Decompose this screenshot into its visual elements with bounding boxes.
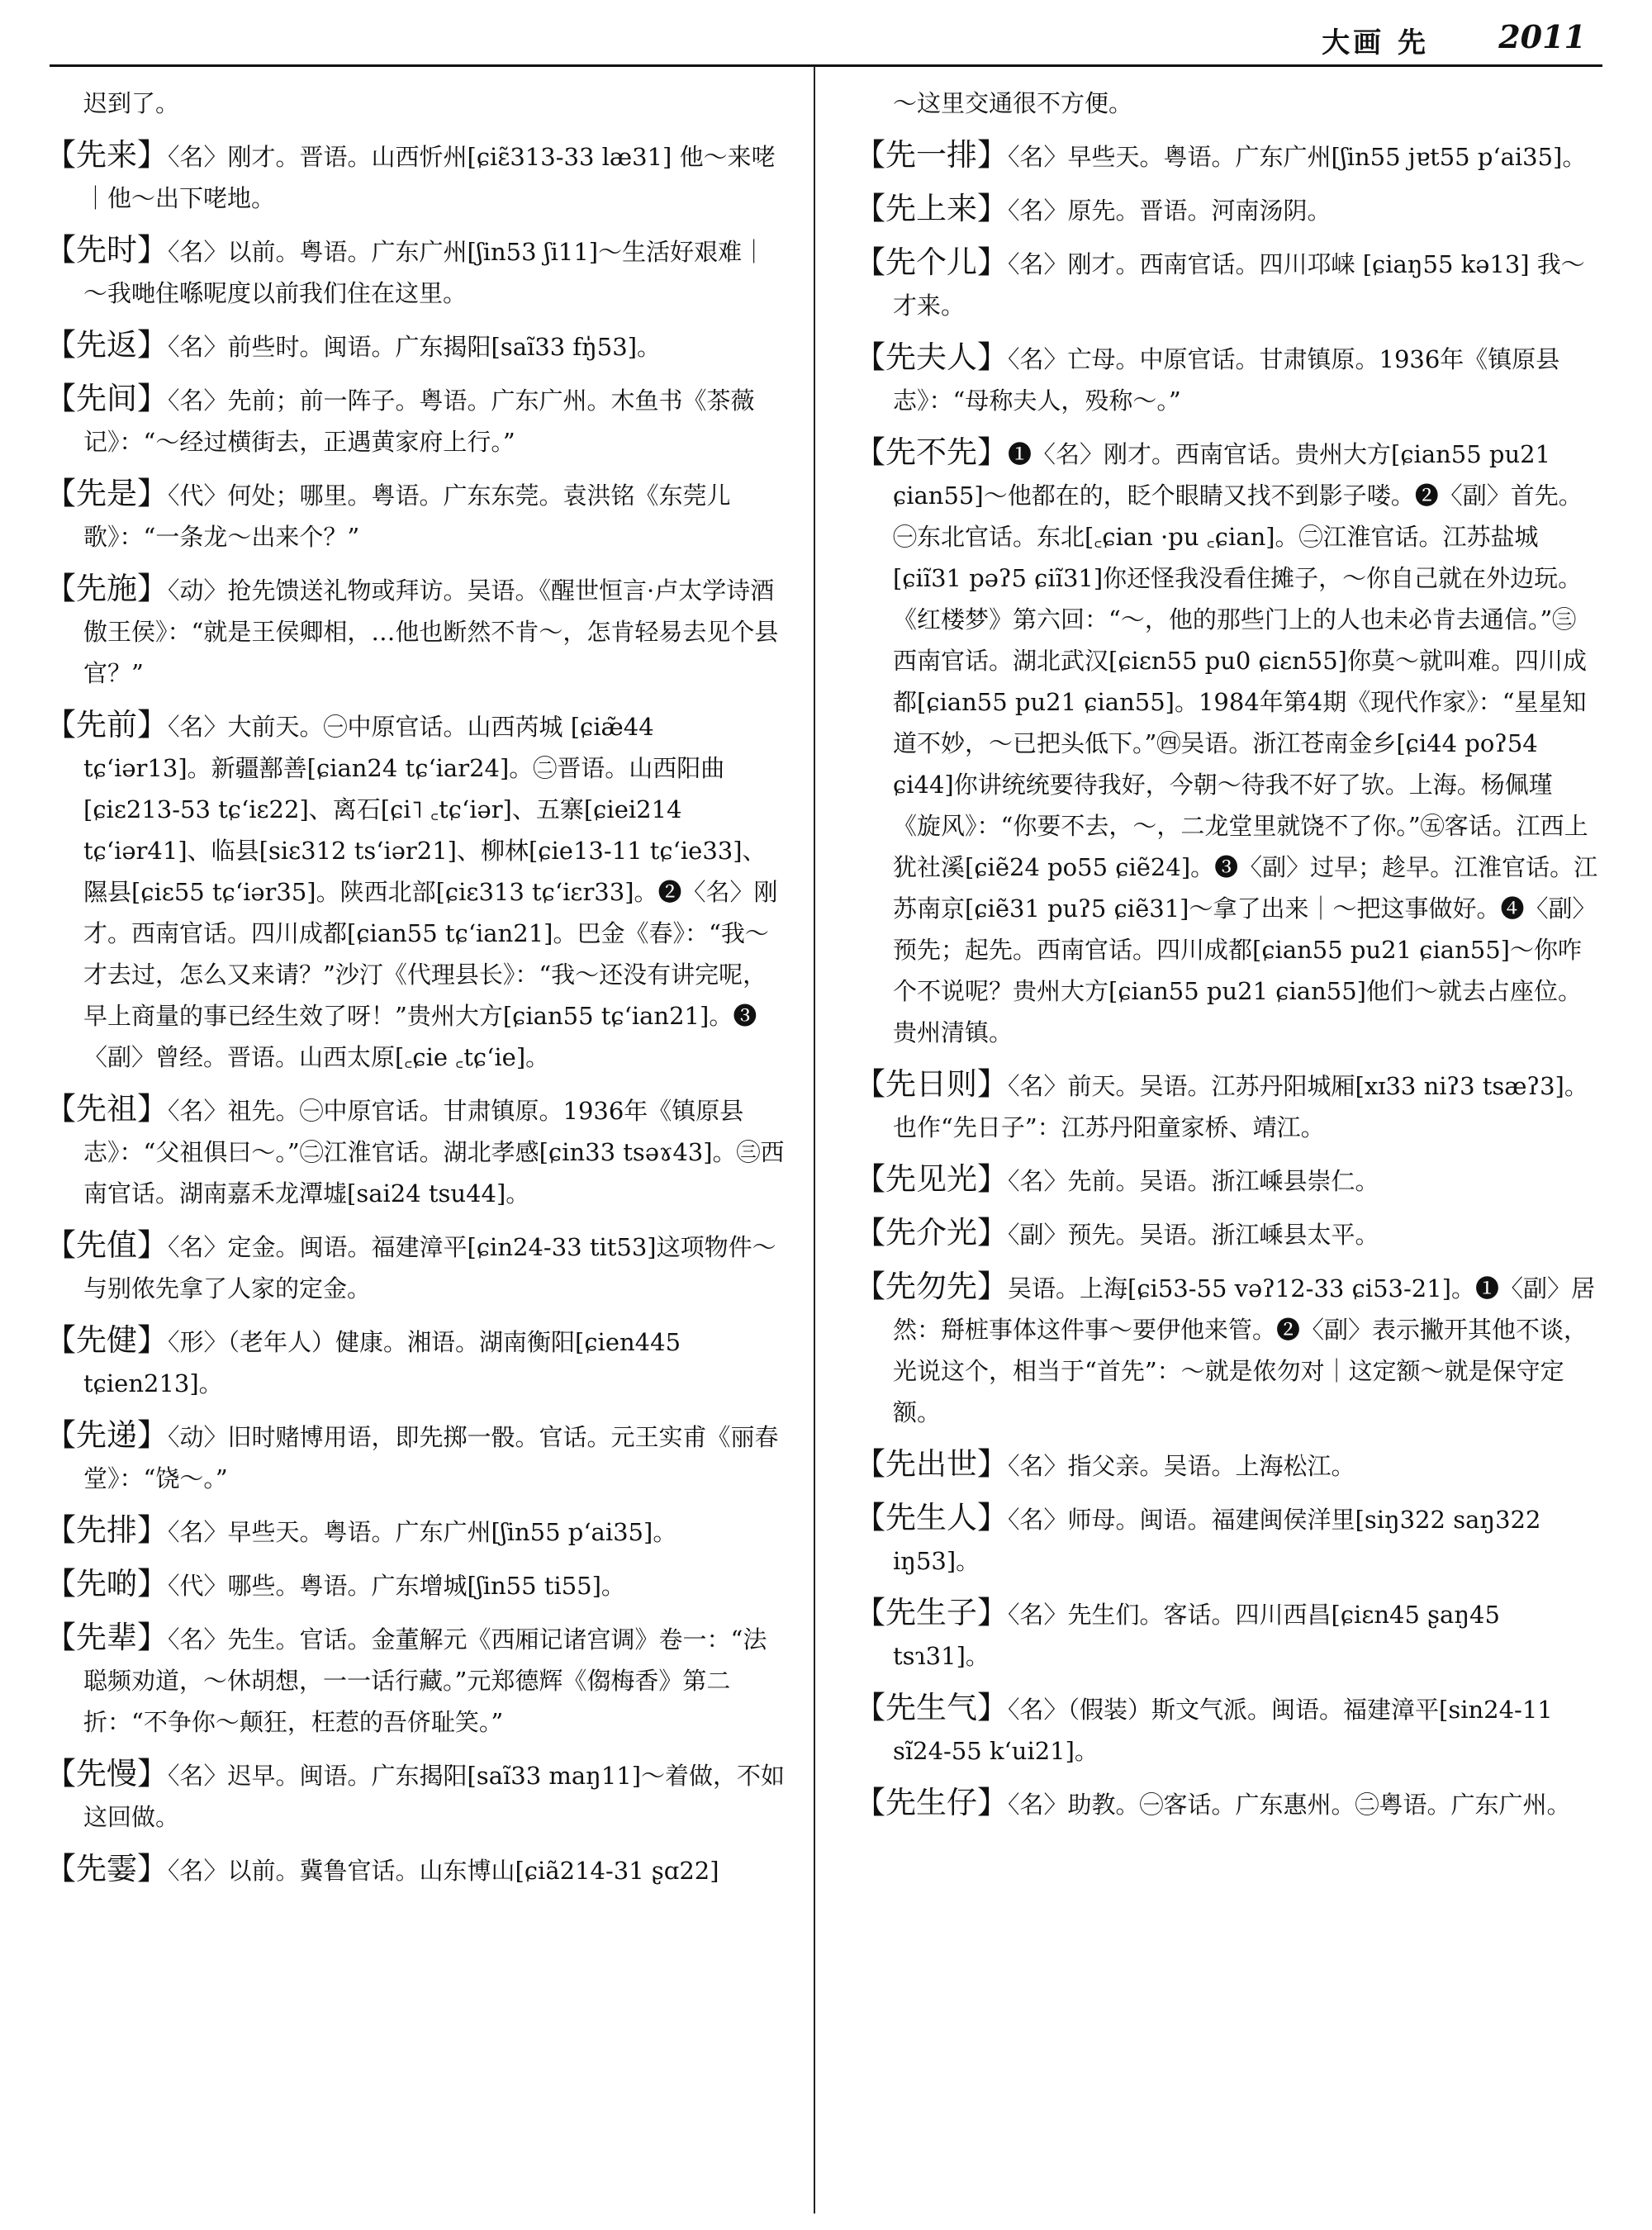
entry-definition: 〈名〉助教。㊀客话。广东惠州。㊁粤语。广东广州。	[1008, 1791, 1571, 1819]
entry-headword: 【先夫人】	[855, 339, 1008, 375]
dictionary-entry	[855, 83, 1598, 124]
entry-headword: 【先来】	[45, 137, 168, 173]
entry-headword: 【先生子】	[855, 1595, 1008, 1630]
entry-definition: 〈名〉先前；前一阵子。粤语。广东广州。木鱼书《茶薇记》：“～经过横街去，正遇黄家府上行。”	[83, 387, 755, 456]
dictionary-entry	[855, 1212, 1598, 1255]
entry-headword: 【先介光】	[855, 1215, 1008, 1250]
dictionary-entry	[45, 1415, 789, 1499]
entry-headword: 【先施】	[45, 571, 168, 606]
entry-definition: 〈名〉以前。冀鲁官话。山东博山[ɕiã214-31 ʂɑ22]	[168, 1857, 719, 1885]
header-section-title: 大画 先	[1322, 26, 1429, 59]
entry-headword: 【先间】	[45, 381, 168, 416]
entry-headword: 【先见光】	[855, 1161, 1008, 1197]
entry-headword: 【先健】	[45, 1322, 168, 1358]
dictionary-entry	[855, 1266, 1598, 1433]
column-divider	[814, 66, 815, 2213]
dictionary-entry	[45, 378, 789, 463]
entry-definition: ❶〈名〉刚才。西南官话。贵州大方[ɕian55 pu21 ɕian55]～他都在的，眨个眼睛又找不到影子喽。❷〈副〉首先。㊀东北官话。东北[꜀ɕian ·pu ꜀ɕian]。㊁江淮官话。江苏盐城[ɕiĩ31 pəʔ5 ɕiĩ31]你还怪我没看住摊子，～你自己就在外边玩。《红楼梦》第六回：“～，他的那些门上的人也未必肯去通信。”㊂西南官话。湖北武汉[ɕiɛn55 pu0 ɕiɛn55]你莫～就叫难。四川成都[ɕian55 pu21 ɕian55]。1984年第4期《现代作家》：“星星知道不妙，～已把头低下。”㊃吴语。浙江苍南金乡[ɕi44 poʔ54 ɕi44]你讲统统要待我好，今朝～待我不好了欤。上海。杨佩瑾《旋风》：“你要不去，～，二龙堂里就饶不了你。”㊄客话。江西上犹社溪[ɕiẽ24 po55 ɕiẽ24]。❸〈副〉过早；趁早。江淮官话。江苏南京[ɕiẽ31 puʔ5 ɕiẽ31]～拿了出来｜～把这事做好。❹〈副〉预先；起先。西南官话。四川成都[ɕian55 pu21 ɕian55]～你咋个不说呢？贵州大方[ɕian55 pu21 ɕian55]他们～就去占座位。贵州清镇。	[893, 440, 1598, 1046]
right-column	[855, 83, 1598, 1836]
entry-headword: 【先前】	[45, 707, 168, 743]
entry-headword: 【先慢】	[45, 1756, 168, 1791]
entry-definition: 〈名〉师母。闽语。福建闽侯洋里[siŋ322 saŋ322 iŋ53]。	[893, 1506, 1541, 1575]
entry-definition: 〈动〉抢先馈送礼物或拜访。吴语。《醒世恒言·卢太学诗酒傲王侯》：“就是王侯卿相，…他也断然不肯～，怎肯轻易去见个县官？”	[83, 576, 779, 687]
dictionary-entry	[855, 242, 1598, 326]
entry-definition: 〈名〉大前天。㊀中原官话。山西芮城 [ɕiæ̃44 tɕ‘iər13]。新疆鄯善[ɕian24 tɕ‘iar24]。㊁晋语。山西阳曲[ɕiɛ213-53 tɕ‘iɛ22]、离石[ɕi˥ ꜀tɕ‘iər]、五寨[ɕiei214 tɕ‘iər41]、临县[siɛ312 ts‘iər21]、柳林[ɕie13-11 tɕ‘ie33]、隰县[ɕiɛ55 tɕ‘iər35]。陕西北部[ɕiɛ313 tɕ‘iɛr33]。❷〈名〉刚才。西南官话。四川成都[ɕian55 tɕ‘ian21]。巴金《春》：“我～才去过，怎么又来请？”沙汀《代理县长》：“我～还没有讲完呢，早上商量的事已经生效了呀！”贵州大方[ɕian55 tɕ‘ian21]。❸〈副〉曾经。晋语。山西太原[꜀ɕie ꜀tɕ‘ie]。	[83, 713, 778, 1071]
entry-headword: 【先日则】	[855, 1066, 1008, 1102]
entry-definition: 〈名〉（假装）斯文气派。闽语。福建漳平[sin24-11 sĩ24-55 k‘ui21]。	[893, 1696, 1553, 1765]
entry-definition: 〈名〉前些时。闽语。广东揭阳[saĩ33 fŋ̍53]。	[168, 333, 662, 361]
dictionary-entry	[45, 1089, 789, 1214]
dictionary-entry	[45, 473, 789, 558]
dictionary-entry	[45, 325, 789, 368]
entry-headword: 【先值】	[45, 1227, 168, 1263]
entry-definition: ～这里交通很不方便。	[893, 89, 1133, 117]
entry-definition: 〈名〉早些天。粤语。广东广州[ʃin55 jɐt55 p‘ai35]。	[1008, 143, 1587, 171]
entry-definition: 〈名〉迟早。闽语。广东揭阳[saĩ33 maŋ11]～着做，不如这回做。	[83, 1762, 786, 1831]
dictionary-entry	[855, 1687, 1598, 1772]
dictionary-entry	[45, 1510, 789, 1553]
dictionary-entry	[45, 568, 789, 694]
entry-headword: 【先时】	[45, 232, 168, 268]
dictionary-entry	[45, 1848, 789, 1891]
entry-definition: 〈代〉哪些。粤语。广东增城[ʃin55 ti55]。	[168, 1572, 625, 1600]
dictionary-entry	[855, 135, 1598, 178]
dictionary-entry	[855, 432, 1598, 1053]
entry-definition: 〈名〉先生。官话。金董解元《西厢记诸宫调》卷一：“法聪频劝道，～休胡想，一一话行藏。”元郑德辉《㑳梅香》第二折：“不争你～颠狂，枉惹的吾侪耻笑。”	[83, 1625, 767, 1736]
dictionary-entry	[45, 230, 789, 314]
dictionary-entry	[855, 1782, 1598, 1825]
entry-definition: 〈动〉旧时赌博用语，即先掷一骰。官话。元王实甫《丽春堂》：“饶～。”	[83, 1423, 779, 1492]
dictionary-entry	[45, 1563, 789, 1606]
dictionary-entry	[855, 188, 1598, 231]
entry-definition: 〈代〉何处；哪里。粤语。广东东莞。袁洪铭《东莞儿歌》：“一条龙～出来个？”	[83, 482, 731, 551]
entry-definition: 〈名〉刚才。晋语。山西忻州[ɕiɛ̃313-33 læ31] 他～来咾｜他～出下咾地。	[83, 143, 776, 212]
entry-headword: 【先返】	[45, 327, 168, 363]
entry-definition: 〈形〉（老年人）健康。湘语。湖南衡阳[ɕien445 tɕien213]。	[83, 1328, 681, 1397]
left-column	[45, 83, 789, 1902]
entry-headword: 【先辈】	[45, 1620, 168, 1655]
entry-definition: 〈名〉刚才。西南官话。四川邛崃 [ɕiaŋ55 kə13] 我～才来。	[893, 250, 1585, 320]
dictionary-entry	[45, 83, 789, 124]
dictionary-entry	[45, 1225, 789, 1309]
entry-definition: 〈名〉定金。闽语。福建漳平[ɕin24-33 tit53]这项物件～与别侬先拿了人家的定金。	[83, 1233, 776, 1302]
entry-headword: 【先祖】	[45, 1091, 168, 1127]
entry-definition: 〈名〉祖先。㊀中原官话。甘肃镇原。1936年《镇原县志》：“父祖俱曰～。”㊁江淮官话。湖北孝感[ɕin33 tsəɤ43]。㊂西南官话。湖南嘉禾龙潭墟[sai24 tsu44]。	[83, 1097, 785, 1208]
dictionary-entry	[855, 1497, 1598, 1582]
entry-definition: 迟到了。	[83, 89, 180, 117]
entry-definition: 吴语。上海[ɕi53-55 vəʔ12-33 ɕi53-21]。❶〈副〉居然：搿桩事体这件事～要伊他来管。❷〈副〉表示撇开其他不谈，光说这个，相当于“首先”：～就是侬勿对｜这定额～就是保守定额。	[893, 1274, 1595, 1426]
entry-headword: 【先啲】	[45, 1566, 168, 1601]
dictionary-entry	[45, 705, 789, 1078]
entry-headword: 【先勿先】	[855, 1269, 1008, 1304]
entry-definition: 〈名〉以前。粤语。广东广州[ʃin53 ʃi11]～生活好艰难｜～我哋住喺呢度以前我们住在这里。	[83, 238, 767, 307]
entry-definition: 〈名〉先生们。客话。四川西昌[ɕiɛn45 ʂaŋ45 tsɿ31]。	[893, 1601, 1500, 1670]
page-header	[50, 15, 1602, 67]
entry-headword: 【先一排】	[855, 137, 1008, 173]
entry-headword: 【先是】	[45, 476, 168, 511]
entry-headword: 【先递】	[45, 1417, 168, 1453]
entry-definition: 〈副〉预先。吴语。浙江嵊县太平。	[1008, 1221, 1379, 1249]
entry-definition: 〈名〉早些天。粤语。广东广州[ʃin55 p‘ai35]。	[168, 1518, 677, 1546]
dictionary-entry	[855, 337, 1598, 421]
dictionary-entry	[855, 1159, 1598, 1202]
entry-headword: 【先生气】	[855, 1690, 1008, 1725]
entry-definition: 〈名〉指父亲。吴语。上海松江。	[1008, 1452, 1355, 1480]
entry-headword: 【先生仔】	[855, 1785, 1008, 1820]
entry-headword: 【先出世】	[855, 1446, 1008, 1482]
entry-definition: 〈名〉前天。吴语。江苏丹阳城厢[xɪ33 niʔ3 tsæʔ3]。也作“先日子”：江苏丹阳童家桥、靖江。	[893, 1072, 1588, 1141]
entry-definition: 〈名〉原先。晋语。河南汤阴。	[1008, 197, 1332, 225]
entry-definition: 〈名〉亡母。中原官话。甘肃镇原。1936年《镇原县志》：“母称夫人，殁称～。”	[893, 345, 1560, 415]
dictionary-entry	[855, 1064, 1598, 1148]
dictionary-entry	[855, 1592, 1598, 1677]
dictionary-entry	[45, 135, 789, 219]
entry-headword: 【先霎】	[45, 1851, 168, 1886]
page-number: 2011	[1498, 18, 1586, 55]
entry-headword: 【先不先】	[855, 434, 1008, 470]
entry-headword: 【先个儿】	[855, 244, 1008, 280]
dictionary-entry	[45, 1617, 789, 1743]
entry-headword: 【先上来】	[855, 191, 1008, 226]
dictionary-entry	[45, 1753, 789, 1838]
dictionary-entry	[855, 1444, 1598, 1487]
entry-headword: 【先生人】	[855, 1500, 1008, 1535]
entry-definition: 〈名〉先前。吴语。浙江嵊县崇仁。	[1008, 1167, 1379, 1195]
entry-headword: 【先排】	[45, 1512, 168, 1548]
dictionary-entry	[45, 1320, 789, 1404]
